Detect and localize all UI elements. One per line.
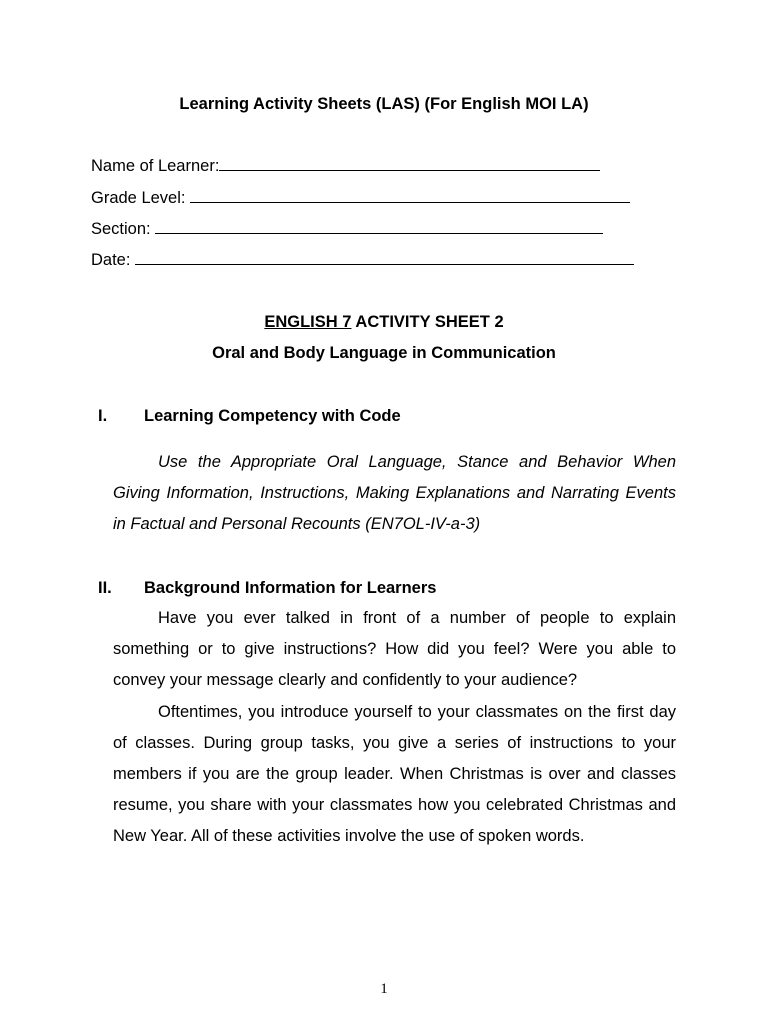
topic-heading: Oral and Body Language in Communication [212, 344, 556, 362]
section-blank-line[interactable] [155, 218, 603, 234]
section-1-number: I. [98, 407, 108, 425]
section-label: Section: [91, 220, 151, 238]
section-2-title: Background Information for Learners [144, 579, 437, 597]
section-field [91, 218, 603, 240]
section-2-heading [98, 577, 436, 599]
grade-level-field [91, 187, 630, 209]
date-field [91, 249, 634, 271]
section-1-title: Learning Competency with Code [144, 407, 401, 425]
document-title: Learning Activity Sheets (LAS) (For English MOI LA) [179, 95, 589, 113]
grade-level-blank-line[interactable] [190, 187, 630, 203]
activity-sheet-heading [0, 311, 768, 333]
name-field [91, 155, 600, 177]
name-label: Name of Learner: [91, 157, 220, 175]
activity-label: ACTIVITY SHEET 2 [351, 313, 504, 331]
name-blank-line[interactable] [219, 155, 600, 171]
grade-level-label: Grade Level: [91, 189, 186, 207]
section-1-heading [98, 405, 401, 427]
background-paragraph-1: Have you ever talked in front of a number of people to explain something or to give instructions? How did you feel? Were you able to convey your message clearly and confidently to your audience? [113, 609, 676, 689]
date-label: Date: [91, 251, 131, 269]
date-blank-line[interactable] [135, 249, 634, 265]
page-number: 1 [380, 981, 388, 997]
subject-label: ENGLISH 7 [264, 313, 352, 331]
section-2-number: II. [98, 579, 112, 597]
background-paragraph-2: Oftentimes, you introduce yourself to your classmates on the first day of classes. During group tasks, you give a series of instructions to your members if you are the group leader. When Christmas is over and classes resume, you share with your classmates how you celebrated Christmas and New Year. All of these activities involve the use of spoken words. [113, 703, 676, 845]
competency-paragraph: Use the Appropriate Oral Language, Stance and Behavior When Giving Information, Instructions, Making Explanations and Narrating Events in Factual and Personal Recounts (EN7OL-IV-a-3) [113, 453, 676, 533]
